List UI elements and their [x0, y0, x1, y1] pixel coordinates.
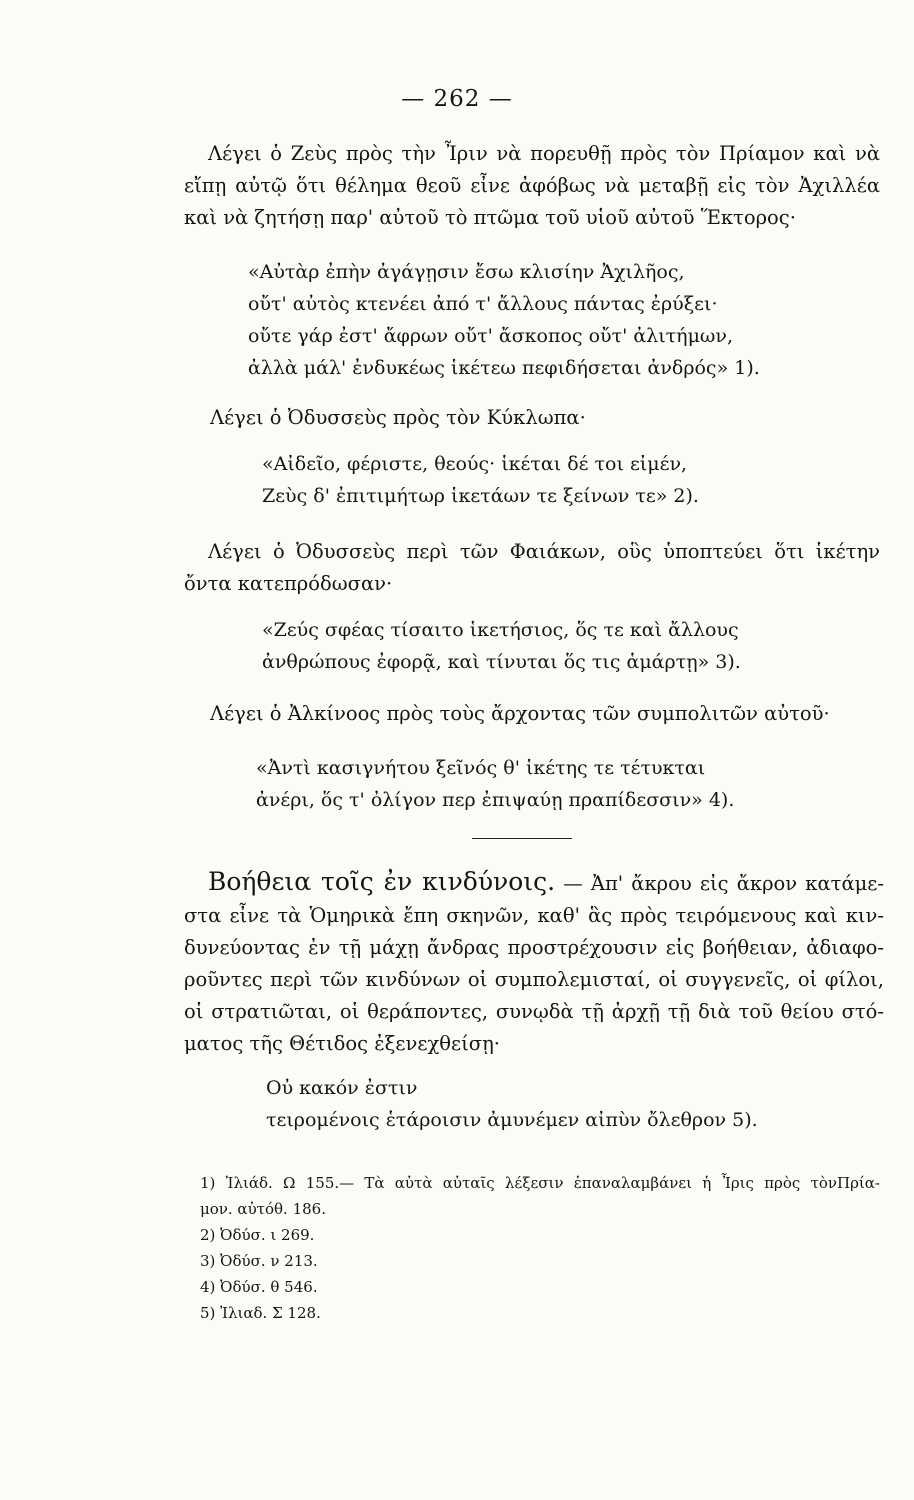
- footnote: 1) Ἰλιάδ. Ω 155.— Τὰ αὐτὰ αὐταῖς λέξεσιν ἐπαναλαμβάνει ἡ Ἶρις πρὸς τὸνΠρία-: [200, 1174, 880, 1192]
- paragraph-help-in-danger: [184, 866, 884, 1060]
- verse-line: ἀλλὰ μάλ' ἐνδυκέως ἱκέτεω πεφιδήσεται ἀνδρός» 1).: [248, 357, 760, 379]
- verse-line: οὔτ' αὐτὸς κτενέει ἀπό τ' ἄλλους πάντας ἐρύξει·: [248, 293, 718, 315]
- text-line: Λέγει ὁ Ὀδυσσεὺς περὶ τῶν Φαιάκων, οὓς ὑποπτεύει ὅτι ἱκέτην: [208, 540, 880, 563]
- text-line: εἴπῃ αὐτῷ ὅτι θέλημα θεοῦ εἶνε ἀφόβως νὰ μεταβῇ εἰς τὸν Ἀχιλλέα: [184, 174, 880, 197]
- footnote: 4) Ὀδύσ. θ 546.: [200, 1278, 318, 1296]
- text-line: οἱ στρατιῶται, οἱ θεράποντες, συνῳδὰ τῇ ἀρχῇ τῇ διὰ τοῦ θείου στό-: [184, 1000, 884, 1023]
- verse-line: τειρομένοις ἑτάροισιν ἀμυνέμεν αἰπὺν ὄλεθρον 5).: [266, 1109, 758, 1131]
- verse-line: οὔτε γάρ ἐστ' ἄφρων οὔτ' ἄσκοπος οὔτ' ἀλιτήμων,: [248, 325, 734, 347]
- text-line: — Ἀπ' ἄκρου εἰς ἄκρον κατάμε-: [563, 872, 884, 895]
- paragraph-odysseus-cyclops: [210, 402, 906, 434]
- verse-line: «Ζεύς σφέας τίσαιτο ἱκετήσιος, ὅς τε καὶ ἄλλους: [262, 619, 739, 641]
- quotation-odyssey-2: [262, 614, 882, 678]
- footnote: 3) Ὀδύσ. ν 213.: [200, 1252, 318, 1270]
- verse-line: «Αἰδεῖο, φέριστε, θεούς· ἱκέται δέ τοι εἰμέν,: [262, 453, 688, 475]
- text-line: στα εἶνε τὰ Ὁμηρικὰ ἔπη σκηνῶν, καθ' ἃς πρὸς τειρόμενους καὶ κιν-: [184, 904, 884, 927]
- paragraph-odysseus-phaeacians: [184, 536, 880, 600]
- quotation-odyssey-3: [256, 752, 876, 816]
- text-line: δυνεύοντας ἐν τῇ μάχῃ ἄνδρας προστρέχουσιν εἰς βοήθειαν, ἀδιαφο-: [184, 936, 884, 959]
- quotation-iliad-2: [266, 1072, 886, 1136]
- verse-line: ἀνέρι, ὅς τ' ὀλίγον περ ἐπιψαύῃ πραπίδεσσιν» 4).: [256, 789, 735, 811]
- text-line: ροῦντες περὶ τῶν κινδύνων οἱ συμπολεμισταί, οἱ συγγενεῖς, οἱ φίλοι,: [184, 968, 884, 991]
- text-line: καὶ νὰ ζητήσῃ παρ' αὐτοῦ τὸ πτῶμα τοῦ υἱοῦ αὐτοῦ Ἕκτορος·: [184, 206, 796, 229]
- page-number: — 262 —: [401, 86, 513, 112]
- verse-line: Οὐ κακόν ἐστιν: [266, 1077, 418, 1099]
- quotation-odyssey-1: [262, 448, 882, 512]
- text-line: Λέγει ὁ Ἀλκίνοος πρὸς τοὺς ἄρχοντας τῶν συμπολιτῶν αὐτοῦ·: [210, 702, 830, 725]
- footnote: μον. αὐτόθ. 186.: [200, 1200, 326, 1218]
- footnotes: [200, 1170, 880, 1326]
- verse-line: Ζεὺς δ' ἐπιτιμήτωρ ἱκετάων τε ξείνων τε» 2).: [262, 485, 699, 507]
- text-line: ματος τῆς Θέτιδος ἐξενεχθείσῃ·: [184, 1032, 500, 1055]
- text-line: Λέγει ὁ Ζεὺς πρὸς τὴν Ἶριν νὰ πορευθῇ πρὸς τὸν Πρίαμον καὶ νὰ: [208, 142, 880, 165]
- verse-line: «Αὐτὰρ ἐπὴν ἀγάγῃσιν ἔσω κλισίην Ἀχιλῆος,: [248, 261, 685, 283]
- section-divider: [472, 838, 572, 839]
- paragraph-alcinous: [210, 698, 906, 730]
- section-heading: Βοήθεια τοῖς ἐν κινδύνοις.: [208, 867, 556, 896]
- verse-line: ἀνθρώπους ἐφορᾷ, καὶ τίνυται ὅς τις ἁμάρτῃ» 3).: [262, 651, 741, 673]
- footnote: 5) Ἰλιαδ. Σ 128.: [200, 1304, 321, 1322]
- text-line: ὄντα κατεπρόδωσαν·: [184, 572, 393, 595]
- verse-line: «Ἀντὶ κασιγνήτου ξεῖνός θ' ἱκέτης τε τέτυκται: [256, 757, 706, 779]
- quotation-iliad: [248, 256, 868, 384]
- paragraph-zeus-iris: [184, 138, 880, 234]
- text-line: Λέγει ὁ Ὀδυσσεὺς πρὸς τὸν Κύκλωπα·: [210, 406, 586, 429]
- footnote: 2) Ὀδύσ. ι 269.: [200, 1226, 315, 1244]
